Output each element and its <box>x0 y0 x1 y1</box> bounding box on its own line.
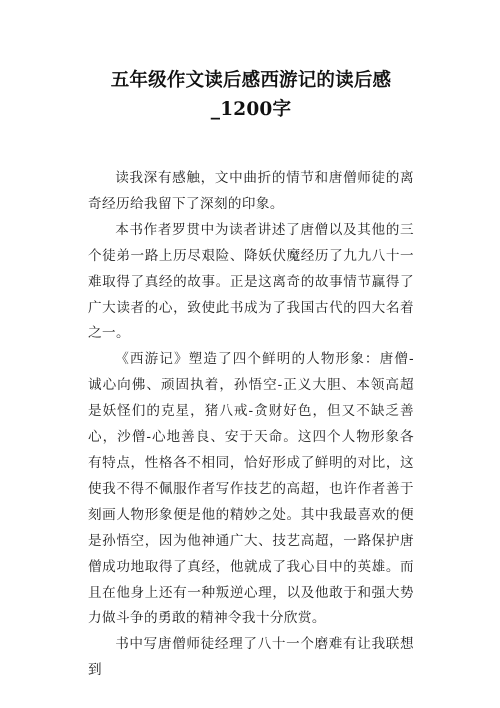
paragraph: 本书作者罗贯中为读者讲述了唐僧以及其他的三个徒弟一路上历尽艰险、降妖伏魔经历了九九八十一难取得了真经的故事。正是这离奇的故事情节赢得了广大读者的心，致使此书成为了我国古代的四大名着之一。 <box>88 221 414 342</box>
document-title: 五年级作文读后感西游记的读后感_1200字 <box>110 70 392 120</box>
paragraph: 《西游记》塑造了四个鲜明的人物形象：唐僧-诚心向佛、顽固执着，孙悟空-正义大胆、本领高超是妖怪们的克星，猪八戒-贪财好色，但又不缺乏善心，沙僧-心地善良、安于天命。这四个人物形象各有特点，性格各不相同，恰好形成了鲜明的对比，这使我不得不佩服作者写作技艺的高超，也许作者善于刻画人物形象便是他的精妙之处。其中我最喜欢的便是孙悟空，因为他神通广大、技艺高超，一路保护唐僧成功地取得了真经，他就成了我心目中的英雄。而且在他身上还有一种叛逆心理，以及他敢于和强大势力做斗争的勇敢的精神令我十分欣赏。 <box>88 351 414 627</box>
paragraph: 书中写唐僧师徒经理了八十一个磨难有让我联想到 <box>88 636 414 679</box>
document-body <box>88 166 414 684</box>
paragraph: 读我深有感触，文中曲折的情节和唐僧师徒的离奇经历给我留下了深刻的印象。 <box>88 170 414 212</box>
